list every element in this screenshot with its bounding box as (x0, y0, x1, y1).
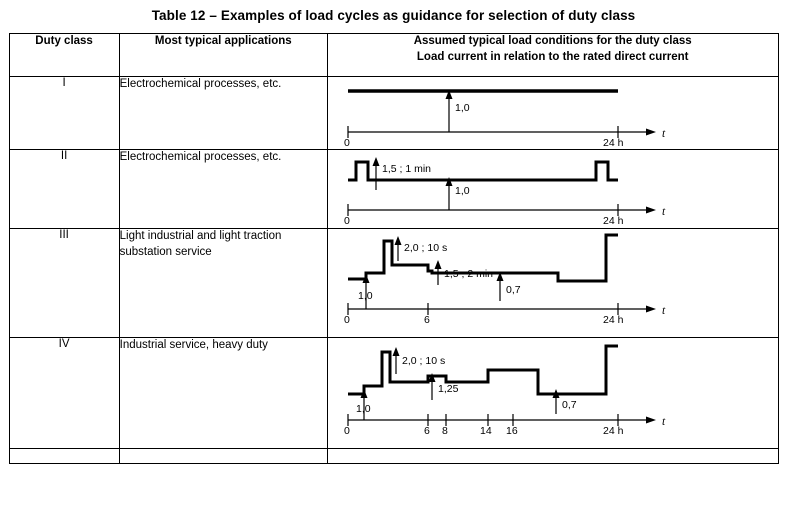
load-cycle-svg-4 (328, 338, 776, 446)
table-row (9, 150, 778, 229)
x-tick-label: 24 h (602, 137, 624, 147)
table-row (9, 338, 778, 449)
x-tick-label: 0 (343, 425, 350, 437)
load-cycle-graph-1 (327, 77, 778, 150)
x-tick-label: 6 (423, 425, 430, 437)
x-tick-label: 24 h (602, 425, 624, 437)
load-cycle-graph-2 (327, 150, 778, 229)
header-applications: Most typical applications (119, 34, 327, 77)
x-tick-label: 24 h (602, 215, 624, 226)
application-text-empty (119, 449, 327, 464)
application-text: Electrochemical processes, etc. (119, 77, 327, 150)
table-row (9, 77, 778, 150)
annotation-label: 1,25 (437, 383, 459, 395)
table-header-row (9, 34, 778, 77)
duty-class-value: II (9, 150, 119, 229)
header-conditions-line2: Load current in relation to the rated direct current (416, 50, 689, 63)
axis-symbol: t (661, 206, 666, 218)
header-conditions (327, 34, 778, 77)
x-tick-label: 0 (343, 215, 350, 226)
x-tick-label: 8 (441, 425, 448, 437)
duty-class-value: I (9, 77, 119, 150)
table-row-partial (9, 449, 778, 464)
header-duty-class: Duty class (9, 34, 119, 77)
graph-cell-empty (327, 449, 778, 464)
annotation-label: 1,5 ; 1 min (381, 163, 431, 175)
load-cycle-graph-4 (327, 338, 778, 449)
annotation-label: 1,0 (454, 185, 470, 197)
duty-class-value: IV (9, 338, 119, 449)
duty-class-value-empty (9, 449, 119, 464)
axis-symbol: t (661, 416, 666, 428)
x-tick-label: 16 (505, 425, 518, 437)
load-cycle-graph-3 (327, 229, 778, 338)
page-title: Table 12 – Examples of load cycles as guidance for selection of duty class (151, 8, 636, 23)
annotation-label: 1,5 ; 2 min (443, 268, 493, 280)
duty-class-table (9, 33, 779, 464)
annotation-label: 0,7 (561, 399, 577, 411)
annotation-label: 1,0 (355, 403, 371, 415)
annotation-label: 1,0 (454, 102, 470, 114)
application-text: Industrial service, heavy duty (119, 338, 327, 449)
application-text: Light industrial and light traction substation service (119, 229, 327, 338)
x-tick-label: 0 (343, 137, 350, 147)
annotation-label: 2,0 ; 10 s (403, 242, 448, 254)
x-tick-label: 0 (343, 314, 350, 326)
x-tick-label: 24 h (602, 314, 624, 326)
x-tick-label: 6 (423, 314, 430, 326)
application-text: Electrochemical processes, etc. (119, 150, 327, 229)
annotation-label: 1,0 (357, 290, 373, 302)
annotation-label: 2,0 ; 10 s (401, 355, 446, 367)
axis-symbol: t (661, 305, 666, 317)
table-row (9, 229, 778, 338)
x-tick-label: 14 (479, 425, 492, 437)
axis-symbol: t (661, 128, 666, 140)
load-cycle-svg-3 (328, 229, 776, 335)
duty-class-value: III (9, 229, 119, 338)
load-cycle-svg-2 (328, 150, 776, 226)
header-conditions-line1: Assumed typical load conditions for the duty class (413, 35, 692, 47)
annotation-label: 0,7 (505, 284, 521, 296)
load-cycle-svg-1 (328, 77, 776, 147)
